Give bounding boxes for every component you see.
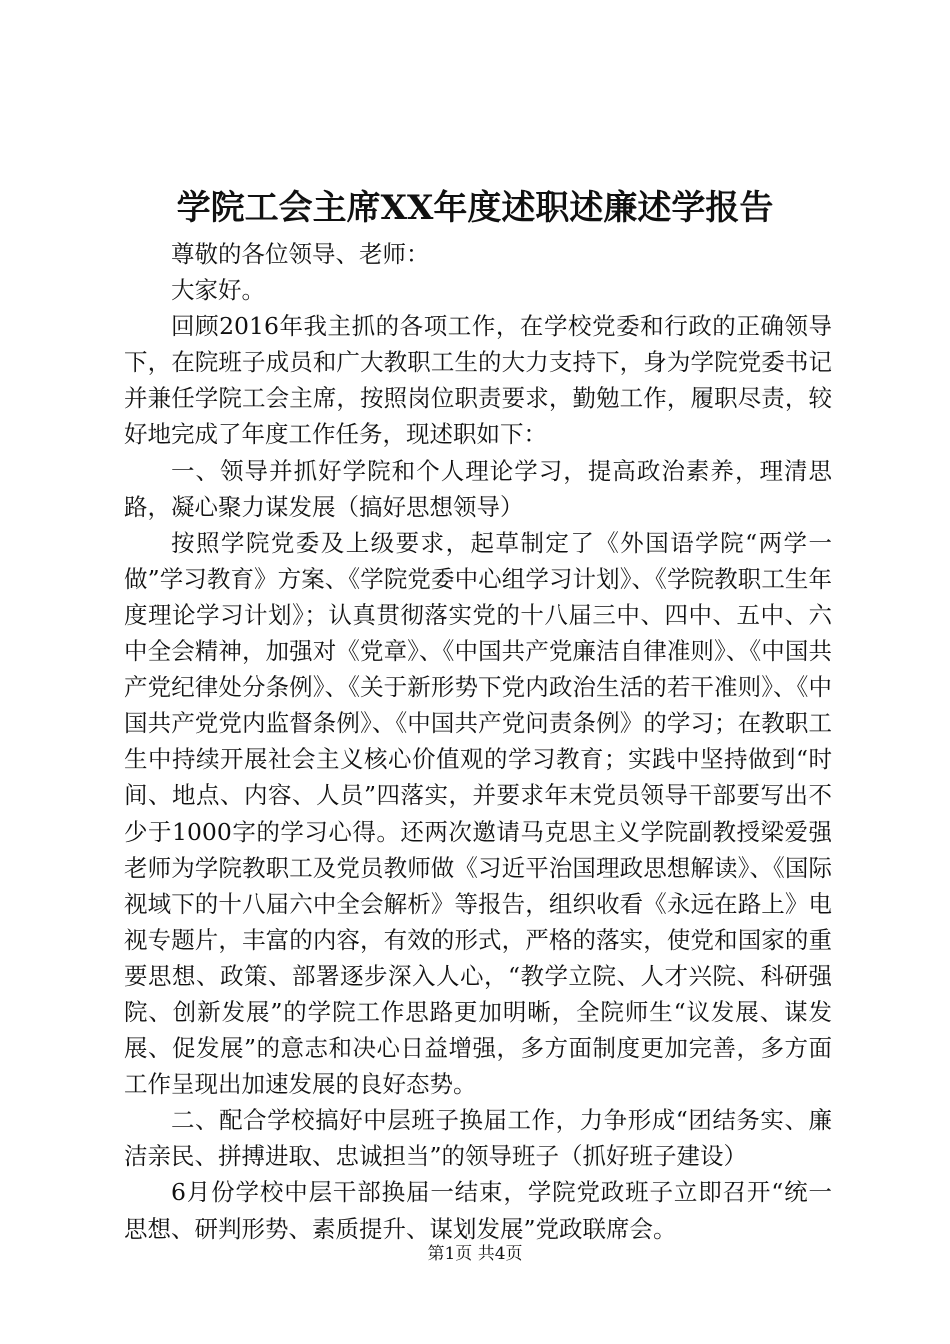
document-body <box>124 236 832 1247</box>
section-paragraph-1: 按照学院党委及上级要求，起草制定了《外国语学院“两学一做”学习教育》方案、《学院党委中心组学习计划》、《学院教职工生年度理论学习计划》；认真贯彻落实党的十八届三中、四中、五中、六中全会精神，加强对《党章》、《中国共产党廉洁自律准则》、《中国共产党纪律处分条例》、《关于新形势下党内政治生活的若干准则》、《中国共产党党内监督条例》、《中国共产党问责条例》的学习；在教职工生中持续开展社会主义核心价值观的学习教育；实践中坚持做到“时间、地点、内容、人员”四落实，并要求年末党员领导干部要写出不少于1000字的学习心得。还两次邀请马克思主义学院副教授梁爱强老师为学院教职工及党员教师做《习近平治国理政思想解读》、《国际视域下的十八届六中全会解析》等报告，组织收看《永远在路上》电视专题片，丰富的内容，有效的形式，严格的落实，使党和国家的重要思想、政策、部署逐步深入人心，“教学立院、人才兴院、科研强院、创新发展”的学院工作思路更加明晰，全院师生“议发展、谋发展、促发展”的意志和决心日益增强，多方面制度更加完善，多方面工作呈现出加速发展的良好态势。 <box>124 528 832 1099</box>
section-paragraph-2: 6月份学校中层干部换届一结束，学院党政班子立即召开“统一思想、研判形势、素质提升、谋划发展”党政联席会。 <box>124 1178 832 1243</box>
page-footer: 第1页 共4页 <box>427 1244 523 1264</box>
section-heading-1: 一、领导并抓好学院和个人理论学习，提高政治素养，理清思路，凝心聚力谋发展（搞好思想领导） <box>124 456 832 521</box>
intro-paragraph: 回顾2016年我主抓的各项工作，在学校党委和行政的正确领导下，在院班子成员和广大教职工生的大力支持下，身为学院党委书记并兼任学院工会主席，按照岗位职责要求，勤勉工作，履职尽责，较好地完成了年度工作任务，现述职如下： <box>124 312 832 449</box>
document-title: 学院工会主席XX年度述职述廉述学报告 <box>176 188 774 228</box>
greeting: 大家好。 <box>171 276 265 305</box>
salutation: 尊敬的各位领导、老师： <box>171 240 430 268</box>
section-heading-2: 二、配合学校搞好中层班子换届工作，力争形成“团结务实、廉洁亲民、拼搏进取、忠诚担当”的领导班子（抓好班子建设） <box>124 1106 832 1171</box>
